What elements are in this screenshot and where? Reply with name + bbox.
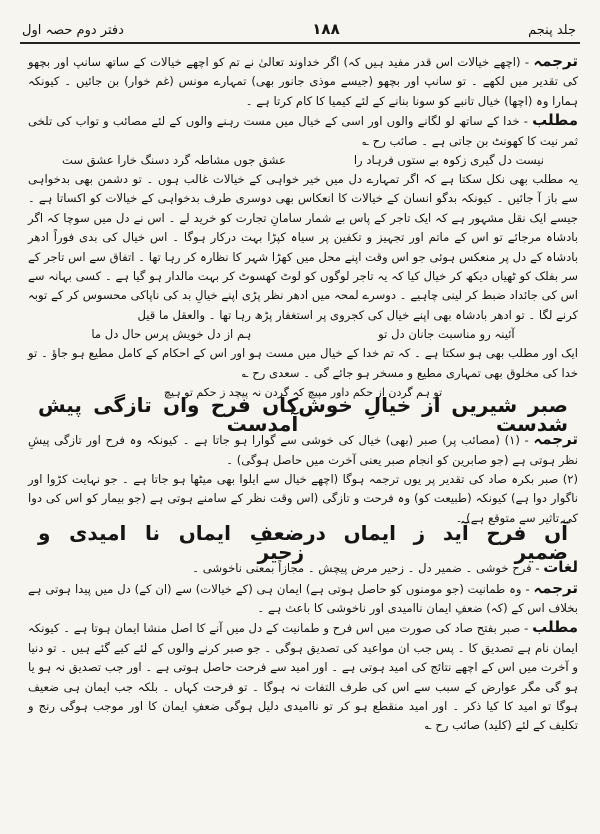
- verse-hemistich: ضعفِ ایماں نا امیدی و زحیر: [38, 520, 305, 565]
- verse-couplet: تو ہم گردن از حکم داور مپیچ کہ گردن نہ پیچد ز حکم تو ہیچ: [163, 386, 443, 400]
- paragraph: [28, 52, 578, 111]
- verse-couplet: [28, 325, 578, 344]
- page-body: [28, 52, 578, 824]
- paragraph: [28, 111, 578, 151]
- header-divider: [20, 42, 580, 44]
- verse-hemistich: کاں فرح واں تازگی پیش آمدست: [38, 392, 299, 437]
- paragraph-text: - (۱) (مصائب پر) صبر (بھی) خیال کی خوشی سے گوارا ہو جاتا ہے ۔ کیونکہ وہ فرح اور تازگی پیشِ نظر ہوتی ہے (جو صابرین کو انجام صبر یعنی آخرت میں حاصل ہوگی) ۔: [28, 433, 578, 467]
- paragraph: [28, 618, 578, 735]
- paragraph: [28, 430, 578, 470]
- paragraph-key: ترجمہ: [533, 430, 579, 449]
- paragraph-text: - صبر بفتح صاد کی صورت میں اس فرح و طمانیت کے دل میں آنے کا اصل منشا ایمان ہوتا ہے ۔ کیونکہ ایمان نام ہے تصدیق کا ۔ پس جب ان مواعید کی تصدیق ہوگی ۔ جو صبر کرنے والوں کے لئے کیے گئے ہیں ۔ تو دنیا و آخرت میں اس کے اچھے نتائج کی امید ہوتی ہے ۔ اور امید سے فرحت حاصل ہوتی ہے ۔ اور جب تصدیق نہ ہو یا ہو گی مگر عوارض کے سبب سے اس کی طرف التفات نہ ہوگا ۔ تو فرحت کہاں ۔ بلکہ جب ایمان ہی ضعیف ہوگا تو امید کا کیا ذکر ۔ اور امید منقطع ہو کر تو ناامیدی دلیل ہوگی ضعفِ ایمان کا اور موجب ہوگی رنج و تکلیف کے لئے (کلید) صائب رح ؎: [28, 621, 578, 733]
- page-header: [22, 8, 576, 38]
- paragraph: [28, 170, 578, 325]
- paragraph-key: مطلب: [532, 618, 578, 637]
- verse-couplet: [28, 151, 578, 170]
- paragraph-key: ترجمہ: [533, 578, 578, 597]
- verse-hemistich: ہم از دل خویش پرس حال دل ما: [91, 327, 252, 342]
- header-section: دفتر دوم حصہ اول: [22, 23, 124, 38]
- paragraph-text: ایک اور مطلب بھی ہو سکتا ہے ۔ کہ تم خدا کے خیال میں مست ہو اور اس کے احکام کے کامل مطیع ہو جاؤ ۔ تو خدا کی مخلوق بھی تمہاری مطیع و مسخر ہو جائے گی ۔ سعدی رح ؎: [28, 346, 578, 380]
- main-verse: [28, 520, 578, 565]
- paragraph-text: - خدا کے ساتھ لو لگانے والوں اور اسی کے خیال میں مست رہنے والوں کے لئے مصائب و تواب کی تلخی ثمر نیت کا کھونٹ بن جاتی ہے ۔ صائب رح ؎: [28, 114, 578, 148]
- paragraph-text: (۲) صبر بکرہ صاد کی تقدیر پر یوں ترجمہ ہوگا (اچھے خیال سے ایلوا بھی میٹھا ہو جاتا ہے ۔ جو نہایت کڑوا اور ناگوار دوا ہے) کیونکہ (طبیعت کو) وہ فرحت و تازگی (اس وقت نظر کے سامنے ہوتی ہے (جو بیمار کو اس کی دوا کی تاثیر سے متوقع ہے) ۔: [28, 471, 578, 525]
- page-number: ۱۸۸: [312, 20, 340, 38]
- verse-hemistich: صبر شیریں از خیالِ خوش شدست: [298, 392, 568, 437]
- verse-hemistich: عشق جوں مشاطہ گرد دسنگ خارا عشق ست: [61, 152, 286, 167]
- header-volume: جلد پنجم: [528, 23, 576, 38]
- paragraph-text: - وہ طمانیت (جو مومنوں کو حاصل ہوتی ہے) ایمان ہی (کے خیالات) سے (ان کے) دل میں پیدا ہوتی ہے بخلاف اس کے (کہ) ضعفِ ایمان ناامیدی اور ناخوشی کا باعث ہے ۔: [28, 581, 578, 615]
- paragraph: [28, 344, 578, 383]
- verse-hemistich: آئینہ رو مناسبت جانان دل تو: [378, 327, 515, 342]
- verse-hemistich: نیست دل گیری زکوہ بے ستوں فرہاد را: [353, 152, 545, 167]
- paragraph-text: یہ مطلب بھی نکل سکتا ہے کہ اگر تمہارے دل میں خیر خواہی کے خیالات غالب ہوں ۔ تو دشمن بھی بدخواہی سے باز آ جائیں ۔ کیونکہ بدگو انسان کے خیالات کا انعکاس بھی دوسری طرف بدخواہی کے خیالات کو اکساتا ہے ۔ جیسے ایک نقل مشہور ہے کہ ایک تاجر کے پاس بے شمار سامانِ تجارت کو خرید لے ۔ اس نے دل میں سوچا کہ اگر بادشاہ مرجائے تو اس کے ماتم اور تجہیز و تکفین پر سیاہ کپڑا بہت درکار ہوگا ۔ اس خیال کی بدی فوراً ادھر بادشاہ کے دل پر منعکس ہوئی جو اس وقت اپنے محل میں کھڑا شہر کا نظارہ کر رہا تھا ۔ اتفاق سے اس تاجر کے سر بفلک کو ٹھیاں دیکھ کر خیال کیا کہ یہ تاجر لوگوں کو لوٹ کھسوٹ کر بہت مالدار ہو گیا ہے ۔ کسی بہانہ سے اس کی جائداد ضبط کر لینی چاہیے ۔ دوسرے لمحہ میں ادھر نظر پڑی اپنے خیالِ بد کی ناپاکی محسوس کر کے توبہ کرنے لگا ۔ تو ادھر بادشاہ بھی اپنے خیال کی کجروی پر استغفار پڑھ رہا تھا ۔ والعقل ما قیل: [28, 172, 578, 322]
- paragraph: [28, 470, 578, 528]
- verse-hemistich: آں فرح آید ز ایماں در ضمیر: [304, 520, 568, 565]
- paragraph-key: لغات: [543, 558, 578, 577]
- paragraph-text: - (اچھے خیالات اس قدر مفید ہیں کہ) اگر خداوند تعالیٰ نے تم کو اچھے خیالات کے ساتھ سانپ اور بچھو کی تقدیر میں لکھے ۔ تو سانپ اور بچھو (جیسے موذی جانور بھی) تمہارے مونس (غم خوار) بن جائیں ۔ کیونکہ ہمارا وہ (اچھا) خیال تانبے کو سونا بنانے کے لئے کیمیا کا کام کرتا ہے ۔: [28, 55, 578, 108]
- paragraph-text: - فرح خوشی ۔ ضمیر دل ۔ زحیر مرض پیچش ۔ مجازاً بمعنی ناخوشی ۔: [192, 561, 544, 576]
- paragraph: [28, 579, 578, 619]
- paragraph-key: ترجمہ: [533, 52, 578, 70]
- paragraph-key: مطلب: [532, 111, 578, 130]
